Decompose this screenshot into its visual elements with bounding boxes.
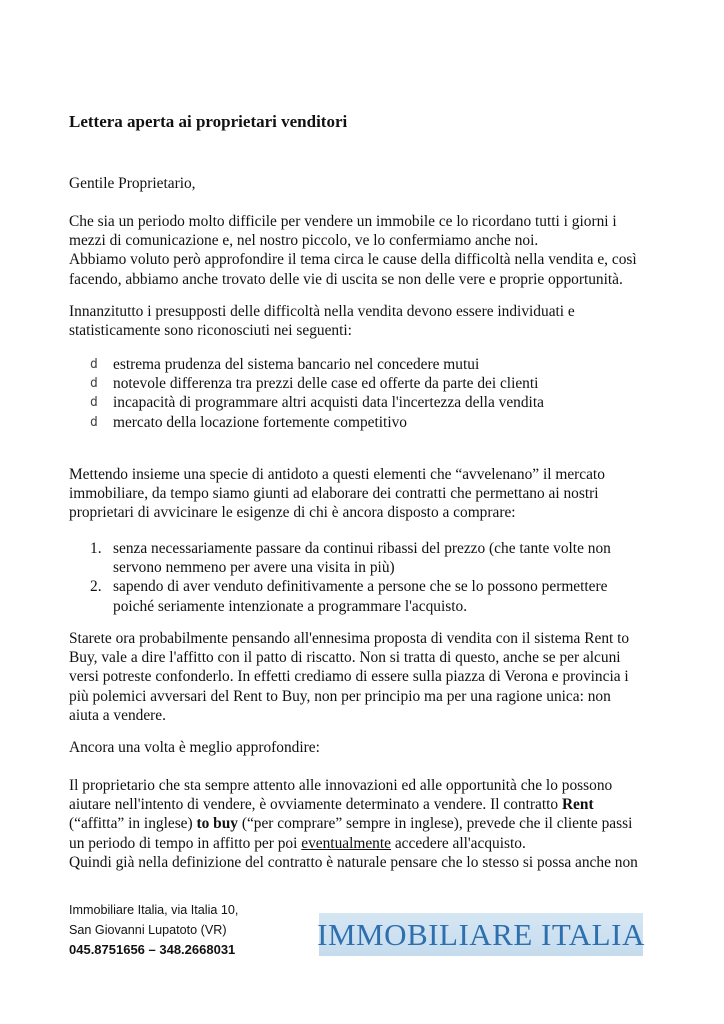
footer-address-line: Immobiliare Italia, via Italia 10,: [69, 903, 239, 917]
list-number: 2.: [90, 578, 102, 596]
paragraph-line: aiutare nell'intento di vendere, è ovviamente determinato a vendere. Il contratto Rent: [69, 796, 594, 814]
paragraph-line: Abbiamo voluto però approfondire il tema circa le cause della difficoltà nella vendita e, così: [69, 251, 637, 269]
paragraph-line: aiuta a vendere.: [69, 706, 166, 724]
paragraph-intro: [69, 212, 669, 289]
paragraph-line: Mettendo insieme una specie di antidoto a questi elementi che “avvelenano” il mercato: [69, 466, 605, 483]
paragraph-rent-to-buy: [69, 629, 669, 725]
bullet-mark: d: [90, 376, 98, 392]
list-item: d incapacità di programmare altri acquisti data l'incertezza della vendita: [90, 394, 544, 412]
bullet-mark: d: [90, 395, 98, 411]
company-logo: [319, 913, 643, 956]
paragraph-antidote: [69, 465, 669, 523]
bullet-mark: d: [90, 414, 98, 430]
paragraph-contract: [69, 776, 669, 872]
paragraph-line: più polemici avversari del Rent to Buy, non per principio ma per una ragione unica: non: [69, 687, 611, 705]
paragraph-line: immobiliare, da tempo siamo giunti ad elaborare dei contratti che permettano ai nostri: [69, 485, 599, 503]
footer-address-line: San Giovanni Lupatoto (VR): [69, 923, 227, 937]
paragraph-line: proprietari di avvicinare le esigenze di chi è ancora disposto a comprare:: [69, 504, 516, 522]
paragraph-line: mezzi di comunicazione e, nel nostro piccolo, ve lo confermiamo anche noi.: [69, 232, 539, 250]
greeting: Gentile Proprietario,: [69, 175, 196, 192]
paragraph-line: (“affitta” in inglese) to buy (“per comprare” sempre in inglese), prevede che il cliente passi: [69, 815, 633, 833]
bullet-mark: d: [90, 357, 98, 372]
paragraph-line: un periodo di tempo in affitto per poi eventualmente accedere all'acquisto.: [69, 834, 526, 852]
paragraph-deepen: Ancora una volta è meglio approfondire:: [69, 739, 320, 756]
paragraph-line: Starete ora probabilmente pensando all'ennesima proposta di vendita con il sistema Rent to: [69, 630, 630, 647]
footer-phones: 045.8751656 – 348.2668031: [69, 942, 236, 957]
paragraph-line: Innanzitutto i presupposti delle difficoltà nella vendita devono essere individuati e: [69, 303, 575, 320]
numbered-list: [90, 539, 670, 616]
difficulties-list: [90, 355, 544, 432]
list-item: d mercato della locazione fortemente competitivo: [90, 413, 408, 431]
paragraph-line: Quindi già nella definizione del contratto è naturale pensare che lo stesso si possa anche non: [69, 853, 638, 871]
paragraph-line: Il proprietario che sta sempre attento alle innovazioni ed alle opportunità che lo possono: [69, 777, 613, 794]
paragraph-line: Buy, vale a dire l'affitto con il patto di riscatto. Non si tratta di questo, anche se per alcuni: [69, 649, 621, 667]
paragraph-line: versi potreste confonderlo. In effetti crediamo di essere sulla piazza di Verona e provincia i: [69, 668, 629, 686]
paragraph-line: Che sia un periodo molto difficile per vendere un immobile ce lo ricordano tutti i giorni i: [69, 213, 617, 230]
letter-title: Lettera aperta ai proprietari venditori: [69, 112, 348, 131]
footer-contact: [69, 900, 238, 960]
list-item: d notevole differenza tra prezzi delle case ed offerte da parte dei clienti: [90, 375, 539, 393]
paragraph-premises: [69, 302, 669, 340]
logo-text: IMMOBILIARE ITALIA: [317, 916, 645, 952]
list-number: 1.: [90, 540, 102, 557]
list-item: 1. senza necessariamente passare da continui ribassi del prezzo (che tante volte non servono nemmeno per avere una visita in più): [90, 540, 611, 577]
list-item: d estrema prudenza del sistema bancario nel concedere mutui: [90, 356, 480, 373]
paragraph-line: facendo, abbiamo anche trovato delle vie di uscita se non delle vere e proprie opportunità.: [69, 270, 623, 288]
paragraph-line: statisticamente sono riconosciuti nei seguenti:: [69, 322, 352, 340]
list-item: 2. sapendo di aver venduto definitivamente a persone che se lo possono permettere poiché seriamente intenzionate a programmare l'acquisto.: [90, 578, 608, 615]
